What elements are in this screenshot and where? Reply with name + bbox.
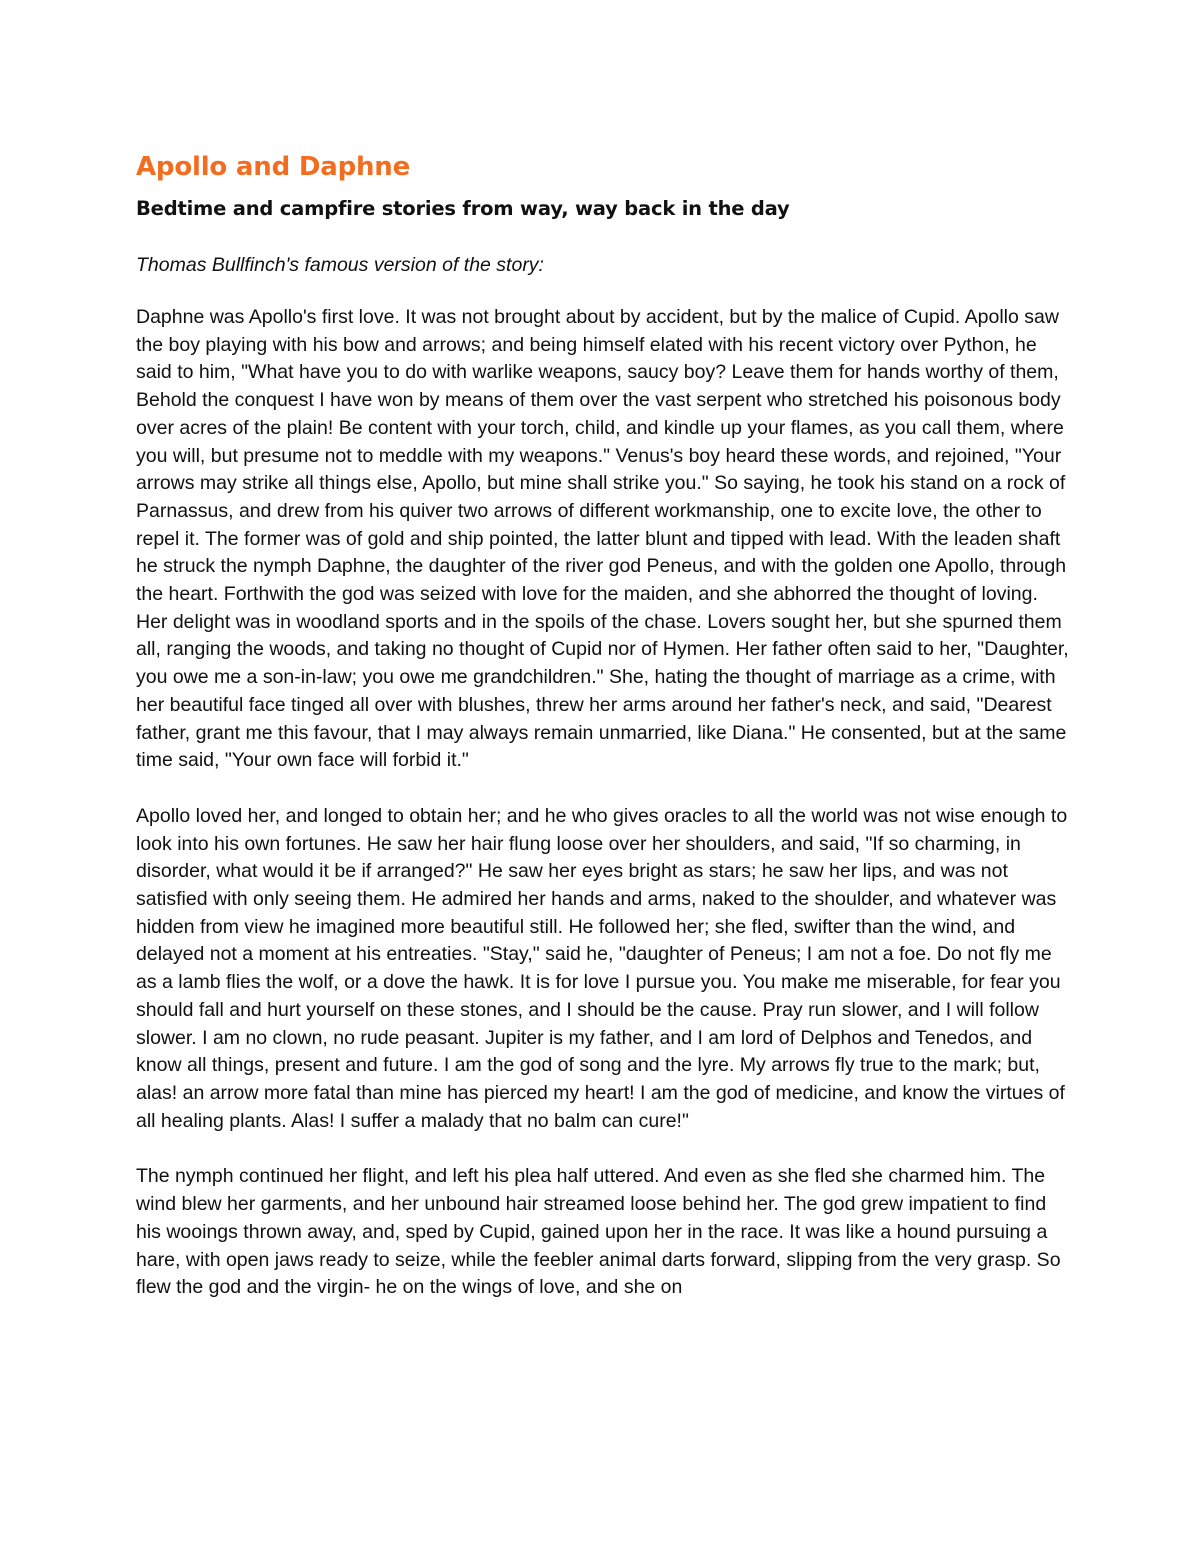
document-title: Apollo and Daphne (136, 152, 411, 182)
body-paragraph-3: The nymph continued her flight, and left his plea half uttered. And even as she fled she charmed him. The wind blew her garments, and her unbound hair streamed loose behind her. The god grew impatient to find his wooings thrown away, and, sped by Cupid, gained upon her in the race. It was like a hound pursuing a hare, with open jaws ready to seize, while the feebler animal darts forward, slipping from the very grasp. So flew the god and the virgin- he on the wings of love, and she on (136, 1165, 1061, 1299)
body-paragraph-1: Daphne was Apollo's first love. It was not brought about by accident, but by the malice of Cupid. Apollo saw the boy playing with his bow and arrows; and being himself elated with his recent victory over Python, he said to him, "What have you to do with warlike weapons, saucy boy? Leave them for hands worthy of them, Behold the conquest I have won by means of them over the vast serpent who stretched his poisonous body over acres of the plain! Be content with your torch, child, and kindle up your flames, as you call them, where you will, but presume not to meddle with my weapons." Venus's boy heard these words, and rejoined, "Your arrows may strike all things else, Apollo, but mine shall strike you." So saying, he took his stand on a rock of Parnassus, and drew from his quiver two arrows of different workmanship, one to excite love, the other to repel it. The former was of gold and ship pointed, the latter blunt and tipped with lead. With the leaden shaft he struck the nymph Daphne, the daughter of the river god Peneus, and with the golden one Apollo, through the heart. Forthwith the god was seized with love for the maiden, and she abhorred the thought of loving. Her delight was in woodland sports and in the spoils of the chase. Lovers sought her, but she spurned them all, ranging the woods, and taking no thought of Cupid nor of Hymen. Her father often said to her, "Daughter, you owe me a son-in-law; you owe me grandchildren." She, hating the thought of marriage as a crime, with her beautiful face tinged all over with blushes, threw her arms around her father's neck, and said, "Dearest father, grant me this favour, that I may always remain unmarried, like Diana." He consented, but at the same time said, "Your own face will forbid it." (136, 306, 1069, 772)
attribution-line: Thomas Bullfinch's famous version of the story: (136, 254, 544, 276)
document-content (136, 140, 1071, 1302)
body-paragraph-2: Apollo loved her, and longed to obtain her; and he who gives oracles to all the world was not wise enough to look into his own fortunes. He saw her hair flung loose over her shoulders, and said, "If so charming, in disorder, what would it be if arranged?" He saw her eyes bright as stars; he saw her lips, and was not satisfied with only seeing them. He admired her hands and arms, naked to the shoulder, and whatever was hidden from view he imagined more beautiful still. He followed her; she fled, swifter than the wind, and delayed not a moment at his entreaties. "Stay," said he, "daughter of Peneus; I am not a foe. Do not fly me as a lamb flies the wolf, or a dove the hawk. It is for love I pursue you. You make me miserable, for fear you should fall and hurt yourself on these stones, and I should be the cause. Pray run slower, and I will follow slower. I am no clown, no rude peasant. Jupiter is my father, and I am lord of Delphos and Tenedos, and know all things, present and future. I am the god of song and the lyre. My arrows fly true to the mark; but, alas! an arrow more fatal than mine has pierced my heart! I am the god of medicine, and know the virtues of all healing plants. Alas! I suffer a malady that no balm can cure!" (136, 804, 1068, 1132)
document-subtitle: Bedtime and campfire stories from way, way back in the day (136, 197, 790, 220)
